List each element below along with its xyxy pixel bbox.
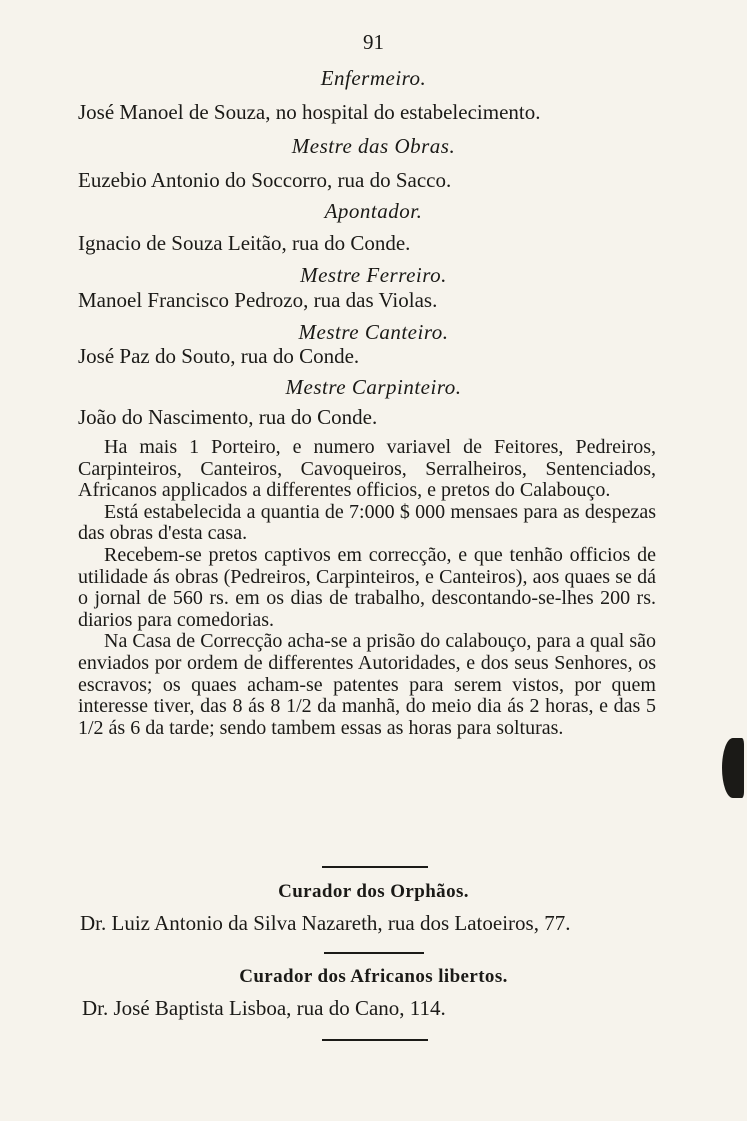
entry-line-mestre-canteiro: José Paz do Souto, rua do Conde. — [78, 344, 360, 368]
entry-title-mestre-obras: Mestre das Obras. — [291, 134, 456, 158]
entry-line-mestre-obras: Euzebio Antonio do Soccorro, rua do Sacco. — [78, 168, 452, 192]
body-paragraphs — [78, 437, 656, 739]
paragraph-calabouco: Na Casa de Correcção acha-se a prisão do calabouço, para a qual são enviados por ordem de differentes Autoridades, e dos seus Senhores, os escravos; os quaes acham-se patentes para serem vistos, por quem interesse tiver, das 8 ás 8 1/2 da manhã, do meio dia ás 2 horas, e das 5 1/2 ás 6 da tarde; sendo tambem essas as horas para solturas. — [78, 630, 656, 739]
section-heading-orphaos: Curador dos Orphãos. — [278, 881, 469, 902]
entry-title-mestre-ferreiro: Mestre Ferreiro. — [300, 263, 447, 287]
page-number: 91 — [363, 30, 384, 54]
entry-title-enfermeiro: Enfermeiro. — [320, 66, 427, 90]
entry-line-mestre-carpinteiro: João do Nascimento, rua do Conde. — [78, 405, 378, 429]
divider-rule — [322, 866, 428, 868]
section-heading-africanos: Curador dos Africanos libertos. — [239, 966, 508, 987]
paragraph-quantia: Está estabelecida a quantia de 7:000 $ 000 mensaes para as despezas das obras d'esta casa. — [78, 500, 656, 545]
entry-title-mestre-canteiro: Mestre Canteiro. — [298, 320, 449, 344]
paragraph-porteiro: Ha mais 1 Porteiro, e numero variavel de Feitores, Pedreiros, Carpinteiros, Canteiros, Cavoqueiros, Serralheiros, Sentenciados, Africanos applicados a differentes officios, e pretos do Calabouço. — [78, 436, 656, 502]
entry-line-mestre-ferreiro: Manoel Francisco Pedrozo, rua das Violas. — [78, 288, 438, 312]
section-line-orphaos: Dr. Luiz Antonio da Silva Nazareth, rua dos Latoeiros, 77. — [80, 911, 571, 935]
entry-title-mestre-carpinteiro: Mestre Carpinteiro. — [285, 375, 462, 399]
paragraph-pretos-captivos: Recebem-se pretos captivos em correcção, e que tenhão officios de utilidade ás obras (Pedreiros, Carpinteiros, e Canteiros), aos quaes se dá o jornal de 560 rs. em os dias de trabalho, descontando-se-lhes 200 rs. diarios para comedorias. — [78, 543, 656, 631]
divider-rule — [322, 1039, 428, 1041]
entry-title-apontador: Apontador. — [324, 199, 423, 223]
divider-rule — [324, 952, 424, 954]
entry-line-apontador: Ignacio de Souza Leitão, rua do Conde. — [78, 231, 411, 255]
entry-line-enfermeiro: José Manoel de Souza, no hospital do estabelecimento. — [78, 100, 541, 124]
ink-smudge — [722, 738, 744, 798]
section-line-africanos: Dr. José Baptista Lisboa, rua do Cano, 114. — [82, 996, 446, 1020]
